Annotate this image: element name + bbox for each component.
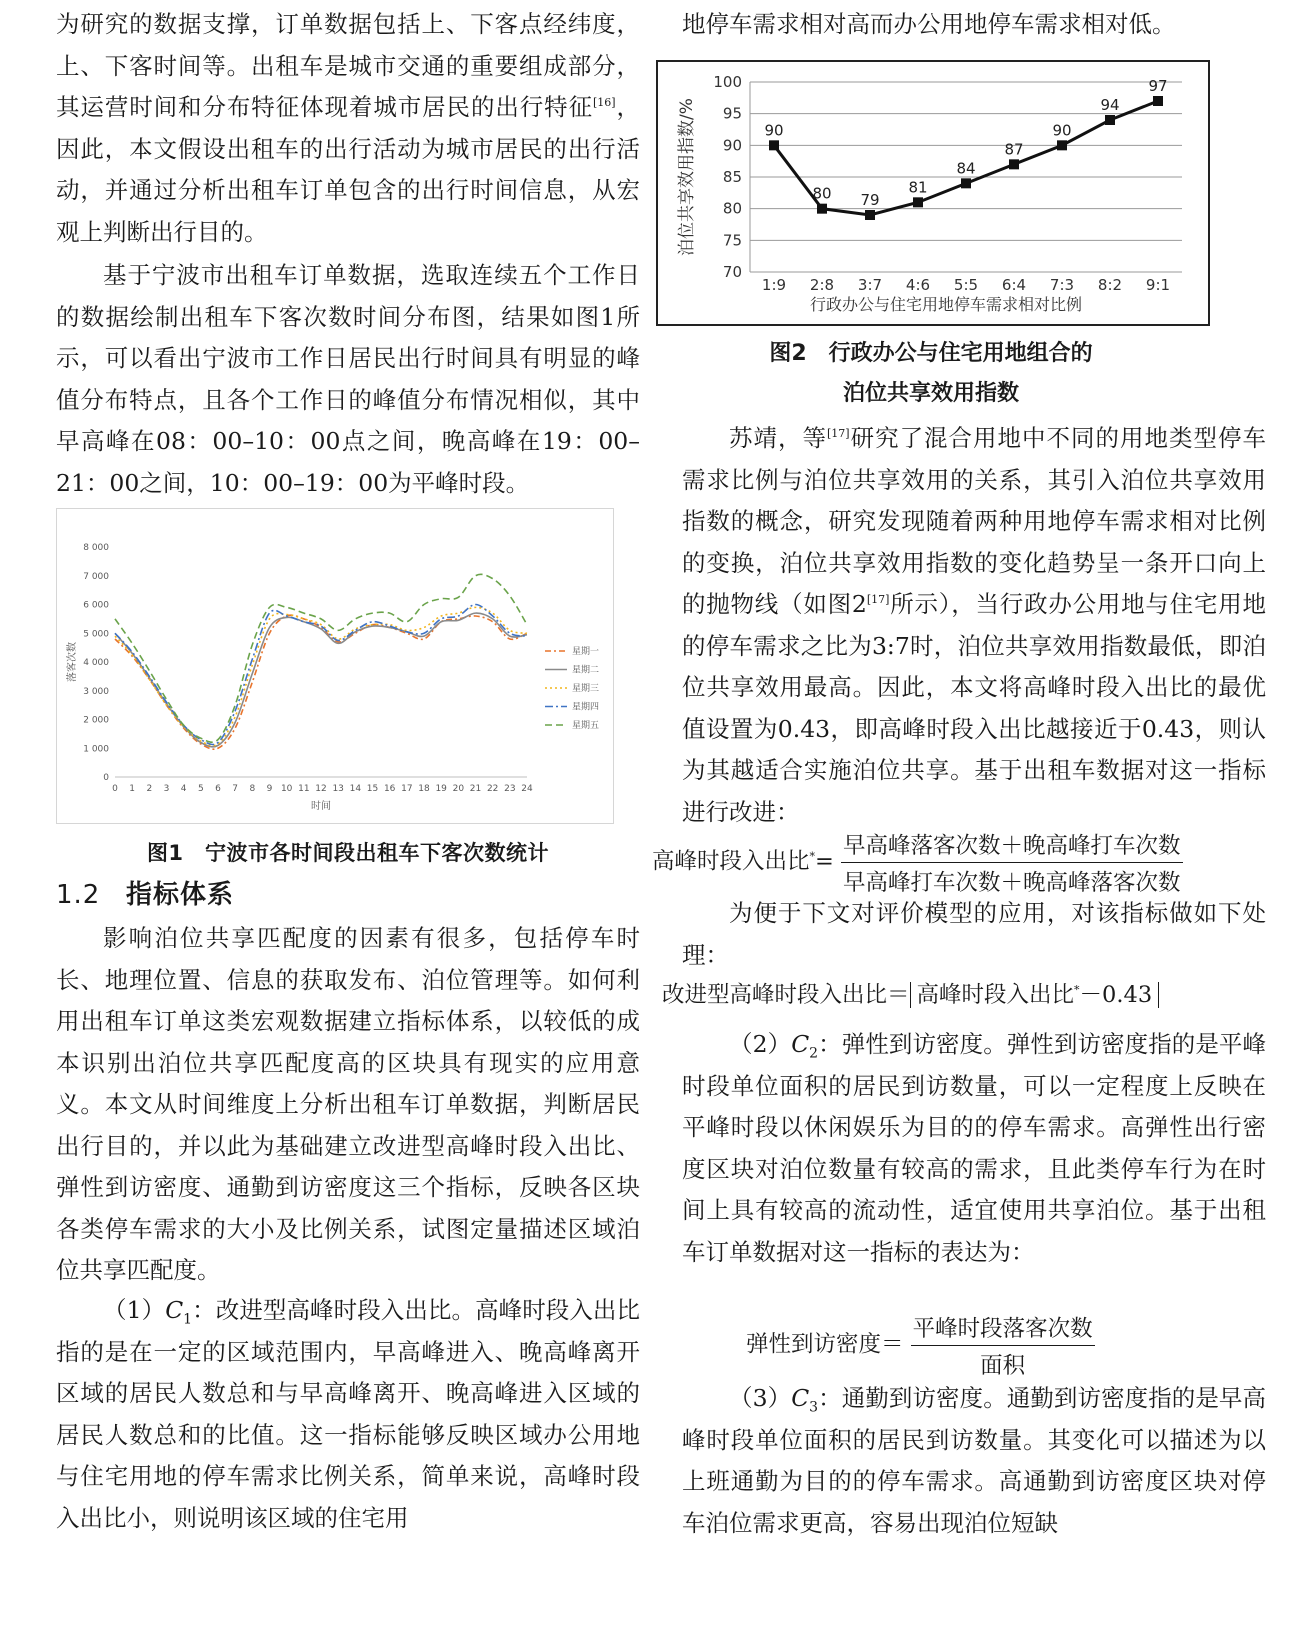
fig1-x-axis-label: 时间 [311,801,331,812]
right-paragraph-1: 苏靖，等[17]研究了混合用地中不同的用地类型停车需求比例与泊位共享效用的关系，其引入泊位共享效用指数的概念，研究发现随着两种用地停车需求相对比例的变换，泊位共享效用指数的变化趋势呈一条开口向上的抛物线（如图2[17]所示），当行政办公用地与住宅用地的停车需求之比为3:7时，泊位共享效用指数最低，即泊位共享效用最高。因此，本文将高峰时段入出比的最优值设置为0.43，即高峰时段入出比越接近于0.43，则认为其越适合实施泊位共享。基于出租车数据对这一指标进行改进： [682,424,1267,826]
left-paragraph-4: $(1)C_1$：改进型高峰时段入出比。高峰时段入出比指的是在一定的区域范围内，早高峰进入、晚高峰离开区域的居民人数总和与早高峰离开、晚高峰进入区域的居民人数总和的比值。这一指标能够反映区域办公用地与住宅用地的停车需求比例关系，简单来说，高峰时段入出比小，则说明该区域的住宅用 [56,1296,641,1532]
fig2-data-point [865,210,875,220]
fig2-data-point [1057,140,1067,150]
fig2-x-tick-label: 9:1 [1145,276,1171,294]
fig1-x-tick-label: 0 [112,784,118,794]
fig2-data-label: 90 [764,121,784,140]
fig2-y-tick-label: 70 [722,263,742,281]
fig1-x-tick-label: 14 [349,784,362,794]
fig2-x-tick-label: 4:6 [905,276,931,294]
fig1-x-tick-label: 16 [383,784,396,794]
figure-2-caption-line-2: 泊位共享效用指数 [842,381,1019,406]
fig2-series-line [774,101,1158,215]
fig1-x-tick-label: 22 [486,784,499,794]
formula-flex-density: 弹性到访密度＝ $\frac{\text{平峰时段落客次数}}{\text{面积}}$ [746,1311,1095,1380]
left-paragraph-3: 影响泊位共享匹配度的因素有很多，包括停车时长、地理位置、信息的获取发布、泊位管理等。如何利用出租车订单这类宏观数据建立指标体系，以较低的成本识别出泊位共享匹配度高的区块具有现实的应用意义。本文从时间维度上分析出租车订单数据，判断居民出行目的，并以此为基础建立改进型高峰时段入出比、弹性到访密度、通勤到访密度这三个指标，反映各区块各类停车需求的大小及比例关系，试图定量描述区域泊位共享匹配度。 [56,924,640,1284]
fig1-legend-label: 星期四 [572,702,600,713]
fig2-x-tick-label: 6:4 [1001,276,1027,294]
fig2-x-axis-label: 行政办公与住宅用地停车需求相对比例 [809,295,1083,314]
fig1-legend-label: 星期三 [572,684,600,694]
citation-17-b[interactable]: [17] [866,593,890,607]
fig1-y-tick-label: 3 000 [83,686,109,697]
fig2-y-axis-label: 泊位共享效用指数/% [677,98,697,256]
fig1-x-tick-label: 7 [232,784,239,794]
fig2-data-label: 79 [860,191,880,209]
formula-peak-ratio-fraction: $\frac{\text{早高峰落客次数＋晚高峰打车次数}}{\text{早高峰打车次数＋晚高峰落客次数}}$ [841,828,1183,897]
fig2-x-tick-label: 1:9 [761,276,787,294]
fig1-y-tick-label: 7 000 [83,571,109,582]
right-paragraph-2: 为便于下文对评价模型的应用，对该指标做如下处理： [682,899,1266,969]
fig1-legend-label: 星期五 [572,721,600,731]
fig1-x-tick-label: 20 [452,784,465,794]
section-title: 指标体系 [126,880,235,910]
section-number: 1.2 [56,880,101,910]
fig2-x-tick-label: 8:2 [1097,276,1123,294]
fig1-y-tick-label: 6 000 [83,600,109,611]
fig2-data-point [1009,159,1019,169]
fig1-x-tick-label: 5 [197,784,204,794]
figure-1-caption: 图1 宁波市各时间段出租车下客次数统计 [146,841,550,865]
fig2-data-point [913,197,923,207]
fig1-x-tick-label: 23 [504,784,516,794]
fig1-y-tick-label: 8 000 [83,543,109,553]
fig1-x-tick-label: 18 [418,784,430,794]
fig1-x-tick-label: 13 [332,784,344,794]
fig2-x-tick-label: 3:7 [857,276,883,294]
fig1-y-tick-label: 1 000 [83,744,109,755]
fig1-x-tick-label: 15 [366,784,379,794]
fig1-x-tick-label: 9 [266,784,273,794]
fig2-x-tick-label: 7:3 [1049,276,1075,294]
fig1-y-tick-label: 4 000 [83,658,109,668]
fig2-x-tick-label: 2:8 [809,276,835,294]
fig1-x-tick-label: 21 [469,784,482,794]
formula-flex-density-fraction: $\frac{\text{平峰时段落客次数}}{\text{面积}}$ [911,1311,1095,1380]
fig2-y-tick-label: 75 [722,231,742,250]
fig2-data-label: 80 [812,184,832,203]
fig1-y-tick-label: 2 000 [83,715,109,726]
fig1-series-line-2 [115,613,527,747]
fig1-x-tick-label: 2 [146,784,153,794]
citation-16[interactable]: [16] [593,96,616,110]
fig1-series-line-5 [115,574,527,742]
fig1-x-tick-label: 17 [401,784,413,794]
fig2-data-point [961,178,971,188]
fig2-data-label: 87 [1004,140,1024,159]
right-paragraph-3: $(2)C_2$：弹性到访密度。弹性到访密度指的是平峰时段单位面积的居民到访数量，可以一定程度上反映在平峰时段以休闲娱乐为目的的停车需求。高弹性出行密度区块对泊位数量有较高的需求，且此类停车行为在时间上具有较高的流动性，适宜使用共享泊位。基于出租车订单数据对这一指标的表达为： [682,1030,1267,1266]
fig2-data-label: 90 [1052,121,1072,140]
formula-improved-ratio: 改进型高峰时段入出比＝ 高峰时段入出比*－0.43 [662,977,1159,1009]
fig2-data-point [1153,96,1163,106]
fig1-series-line-1 [115,615,527,749]
fig1-x-tick-label: 12 [315,784,327,794]
fig1-x-tick-label: 1 [129,784,136,794]
fig1-legend-label: 星期二 [572,665,600,676]
formula-peak-ratio: 高峰时段入出比*= $\frac{\text{早高峰落客次数＋晚高峰打车次数}}{\text{早高峰打车次数＋晚高峰落客次数}}$ [652,828,1183,897]
fig2-data-label: 84 [956,159,976,178]
fig2-data-point [817,204,827,214]
left-paragraph-2: 基于宁波市出租车订单数据，选取连续五个工作日的数据绘制出租车下客次数时间分布图，结果如图1所示，可以看出宁波市工作日居民出行时间具有明显的峰值分布特点，且各个工作日的峰值分布情况相似，其中早高峰在08：00–10：00点之间，晚高峰在19：00–21：00之间，10：00–19：00为平峰时段。 [56,261,640,497]
fig1-x-tick-label: 3 [163,784,170,794]
left-paragraph-1: 为研究的数据支撑，订单数据包括上、下客点经纬度，上、下客时间等。出租车是城市交通的重要组成部分，其运营时间和分布特征体现着城市居民的出行特征[16]，因此，本文假设出租车的出行活动为城市居民的出行活动，并通过分析出租车订单包含的出行时间信息，从宏观上判断出行目的。 [56,10,641,246]
fig2-data-label: 97 [1148,77,1168,95]
fig2-data-label: 94 [1100,96,1120,114]
fig1-legend-label: 星期一 [572,647,600,657]
fig2-x-tick-label: 5:5 [953,276,979,294]
fig1-x-tick-label: 4 [180,784,187,794]
right-paragraph-4: $(3)C_3$：通勤到访密度。通勤到访密度指的是早高峰时段单位面积的居民到访数量。其变化可以描述为以上班通勤为目的的停车需求。高通勤到访密度区块对停车泊位需求更高，容易出现泊位短缺 [682,1384,1267,1537]
fig1-x-tick-label: 6 [215,784,221,794]
fig2-y-tick-label: 95 [722,104,742,123]
fig2-y-tick-label: 100 [713,73,742,91]
fig2-data-point [769,140,779,150]
fig1-y-tick-label: 0 [103,773,109,783]
fig1-x-tick-label: 19 [435,784,447,794]
section-heading [56,874,640,916]
figure-2-chart [658,62,1208,324]
figure-1-frame [56,508,614,824]
fig2-y-tick-label: 90 [722,136,742,155]
figure-1-chart [57,509,613,823]
fig1-x-tick-label: 8 [249,784,256,794]
fig2-y-tick-label: 85 [722,168,742,186]
fig1-y-axis-label: 落客次数 [67,642,78,682]
figure-2-caption-line-1: 图2 行政办公与住宅用地组合的 [769,341,1093,366]
fig2-y-tick-label: 80 [722,199,742,218]
figure-2-frame [656,60,1210,326]
citation-17-a[interactable]: [17] [826,427,850,441]
fig1-x-tick-label: 11 [298,784,310,794]
fig1-y-tick-label: 5 000 [83,629,109,640]
fig1-x-tick-label: 24 [521,784,533,794]
fig2-data-label: 81 [908,178,928,197]
fig1-x-tick-label: 10 [280,784,293,794]
right-paragraph-0: 地停车需求相对高而办公用地停车需求相对低。 [682,10,1176,38]
fig2-data-point [1105,115,1115,125]
